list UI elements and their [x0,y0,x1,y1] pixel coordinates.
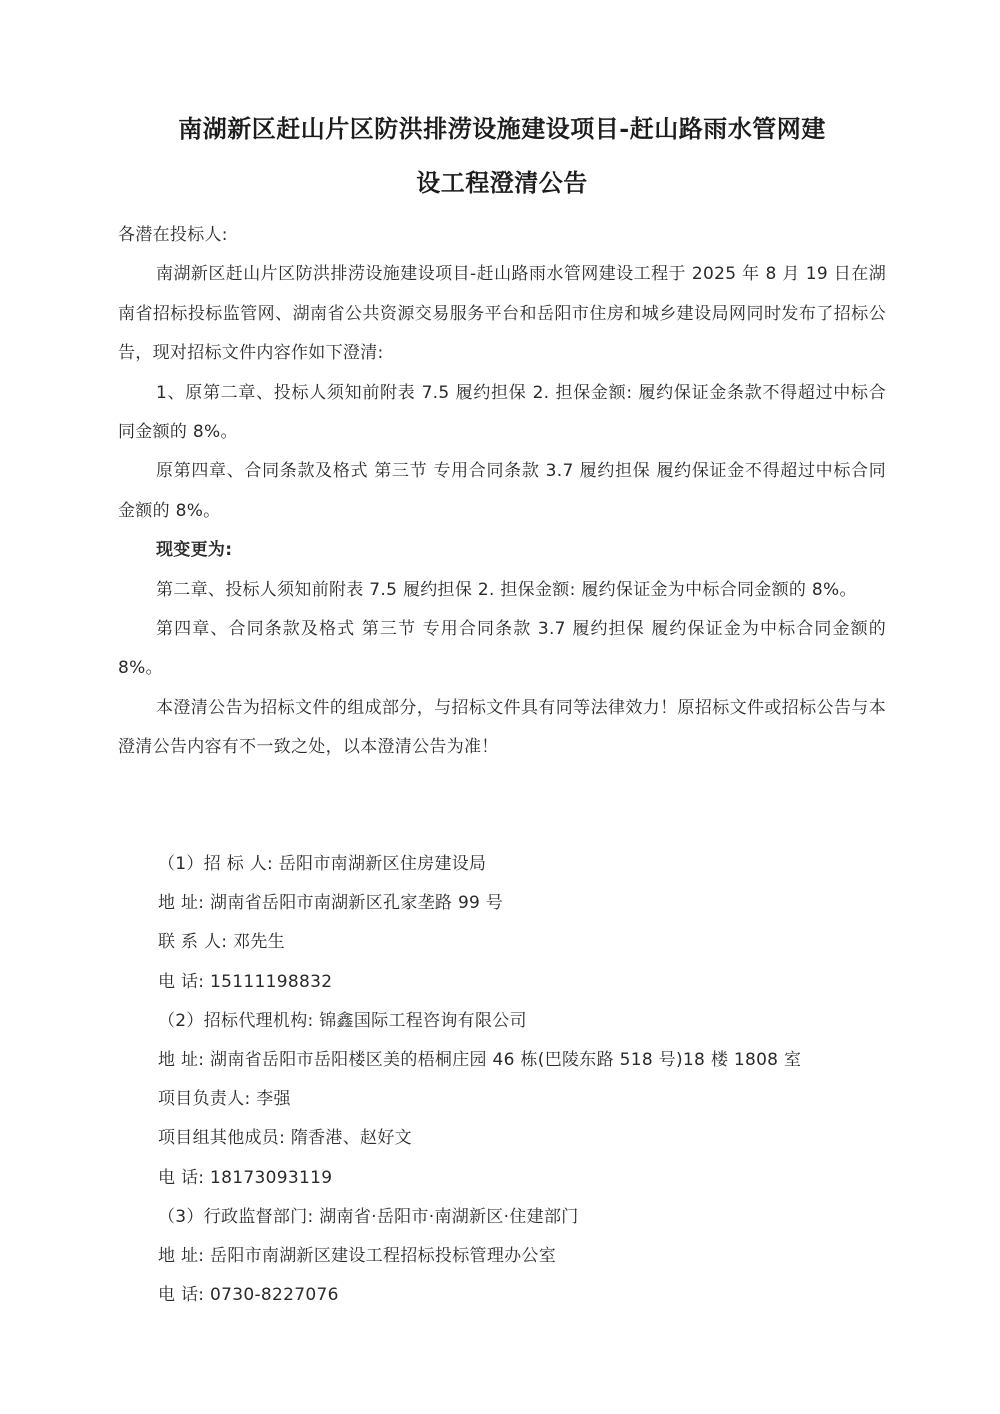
tenderer-contact-person: 联 系 人: 邓先生 [158,932,285,953]
agency-project-manager: 项目负责人: 李强 [158,1089,291,1110]
agency-team-members: 项目组其他成员: 隋香港、赵好文 [158,1128,412,1149]
agency-phone: 电 话: 18173093119 [158,1167,333,1188]
tenderer-phone: 电 话: 15111198832 [158,971,333,992]
original-clause-1: 1、原第二章、投标人须知前附表 7.5 履约担保 2. 担保金额: 履约保证金条款不得超过中标合同金额的 8%。 [118,382,886,443]
supervisor-line: （3）行政监督部门: 湖南省·岳阳市·南湖新区·住建部门 [158,1206,579,1227]
changed-clause-1: 第二章、投标人须知前附表 7.5 履约担保 2. 担保金额: 履约保证金为中标合同金额的 8%。 [156,579,857,600]
document-title [118,102,886,210]
contact-block [158,845,898,1315]
original-clause-2: 原第四章、合同条款及格式 第三节 专用合同条款 3.7 履约担保 履约保证金不得超过中标合同金额的 8%。 [118,461,886,521]
tenderer-address: 地 址: 湖南省岳阳市南湖新区孔家垄路 99 号 [158,893,504,914]
change-heading: 现变更为: [156,540,233,561]
validity-statement: 本澄清公告为招标文件的组成部分，与招标文件具有同等法律效力！原招标文件或招标公告与本澄清公告内容有不一致之处，以本澄清公告为准！ [118,697,886,758]
changed-clause-2: 第四章、合同条款及格式 第三节 专用合同条款 3.7 履约担保 履约保证金为中标合同金额的 8%。 [118,619,886,679]
agency-line: （2）招标代理机构: 锦鑫国际工程咨询有限公司 [158,1010,527,1031]
salutation: 各潜在投标人: [118,225,228,245]
tenderer-line: （1）招 标 人: 岳阳市南湖新区住房建设局 [158,854,487,874]
title-line-2: 设工程澄清公告 [416,168,588,197]
title-line-1: 南湖新区赶山片区防洪排涝设施建设项目-赶山路雨水管网建 [178,114,826,143]
supervisor-address: 地 址: 岳阳市南湖新区建设工程招标投标管理办公室 [158,1246,557,1267]
supervisor-phone: 电 话: 0730-8227076 [158,1285,339,1306]
document-body [118,216,886,768]
intro-paragraph: 南湖新区赶山片区防洪排涝设施建设项目-赶山路雨水管网建设工程于 2025 年 8 月 19 日在湖南省招标投标监管网、湖南省公共资源交易服务平台和岳阳市住房和城乡建设局网同时发布了招标公告，现对招标文件内容作如下澄清: [118,264,886,364]
agency-address: 地 址: 湖南省岳阳市岳阳楼区美的梧桐庄园 46 栋(巴陵东路 518 号)18 楼 1808 室 [158,1050,802,1071]
